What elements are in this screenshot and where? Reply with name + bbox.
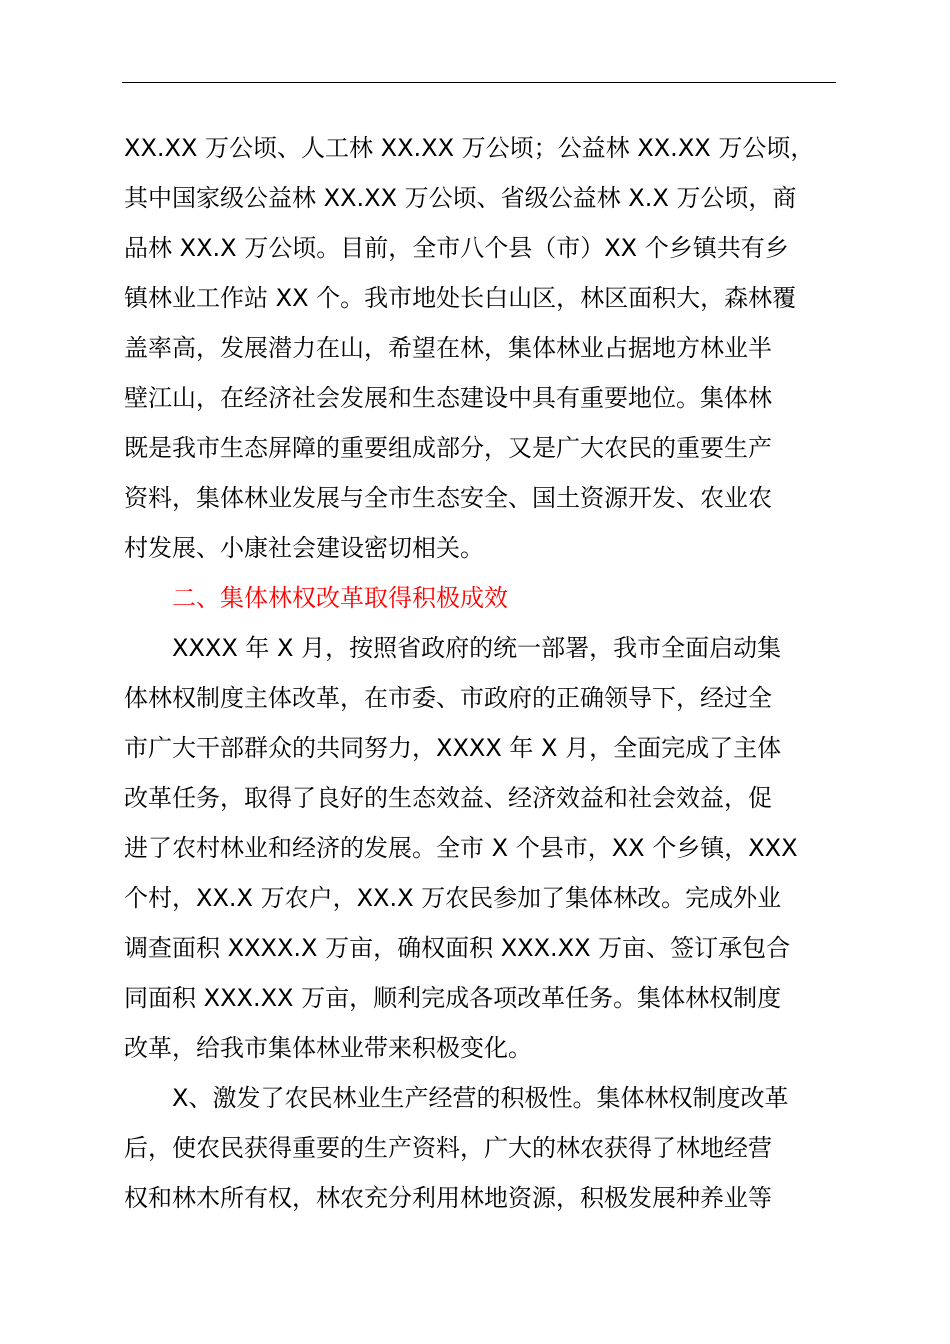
paragraph-line: 权和林木所有权，林农充分利用林地资源，积极发展种养业等 <box>124 1184 772 1212</box>
paragraph-line: 市广大干部群众的共同努力，XXXX 年 X 月，全面完成了主体 <box>124 734 782 762</box>
paragraph-line: 调查面积 XXXX.X 万亩，确权面积 XXX.XX 万亩、签订承包合 <box>124 934 791 962</box>
paragraph-line: 既是我市生态屏障的重要组成部分，又是广大农民的重要生产 <box>124 434 772 462</box>
paragraph-line: 进了农村林业和经济的发展。全市 X 个县市，XX 个乡镇，XXX <box>124 834 798 862</box>
paragraph-line: 其中国家级公益林 XX.XX 万公顷、省级公益林 X.X 万公顷，商 <box>124 184 797 212</box>
section-heading: 二、集体林权改革取得积极成效 <box>172 584 508 612</box>
paragraph-line: 村发展、小康社会建设密切相关。 <box>124 534 484 562</box>
paragraph-line: 盖率高，发展潜力在山，希望在林，集体林业占据地方林业半 <box>124 334 772 362</box>
paragraph-line: X、激发了农民林业生产经营的积极性。集体林权制度改革 <box>172 1084 789 1112</box>
paragraph-line: 资料，集体林业发展与全市生态安全、国土资源开发、农业农 <box>124 484 772 512</box>
paragraph-line: 后，使农民获得重要的生产资料，广大的林农获得了林地经营 <box>124 1134 772 1162</box>
paragraph-line: 品林 XX.X 万公顷。目前，全市八个县（市）XX 个乡镇共有乡 <box>124 234 789 262</box>
paragraph-line: 改革任务，取得了良好的生态效益、经济效益和社会效益，促 <box>124 784 772 812</box>
paragraph-line: 个村，XX.X 万农户，XX.X 万农民参加了集体林改。完成外业 <box>124 884 782 912</box>
paragraph-line: 改革，给我市集体林业带来积极变化。 <box>124 1034 532 1062</box>
paragraph-line: 镇林业工作站 XX 个。我市地处长白山区，林区面积大，森林覆 <box>124 284 797 312</box>
paragraph-line: XXXX 年 X 月，按照省政府的统一部署，我市全面启动集 <box>172 634 782 662</box>
paragraph-line: 壁江山，在经济社会发展和生态建设中具有重要地位。集体林 <box>124 384 772 412</box>
header-rule <box>122 82 836 83</box>
paragraph-line: 同面积 XXX.XX 万亩，顺利完成各项改革任务。集体林权制度 <box>124 984 782 1012</box>
paragraph-line: XX.XX 万公顷、人工林 XX.XX 万公顷；公益林 XX.XX 万公顷， <box>124 134 815 162</box>
paragraph-line: 体林权制度主体改革，在市委、市政府的正确领导下，经过全 <box>124 684 772 712</box>
